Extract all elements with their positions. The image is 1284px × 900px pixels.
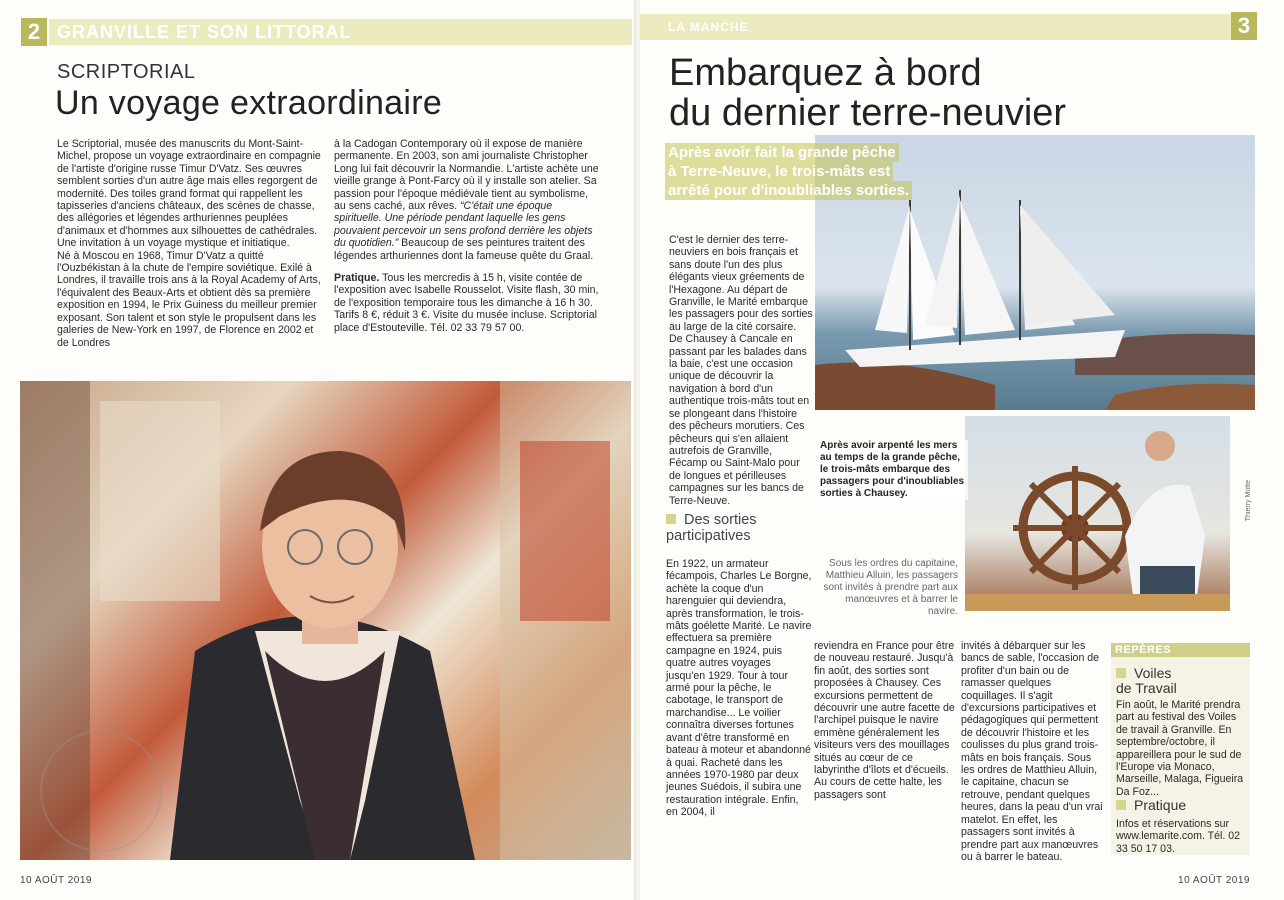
captain-illustration: [965, 416, 1230, 611]
deck-line-2: à Terre-Neuve, le trois-mâts est: [665, 162, 893, 181]
accent-square-icon: [1116, 800, 1126, 810]
right-intro-p1: C'est le dernier des terre-neuviers en bois français et sans doute l'un des plus élégants vieux gréements de l'Hexagone. Au départ de Granville, le Marité embarque les passagers pour des sorties au large de la cité corsaire.: [669, 234, 813, 333]
reperes-box: [1111, 643, 1250, 855]
deck-line-1: Après avoir fait la grande pêche: [665, 143, 899, 162]
left-page: [0, 0, 636, 900]
right-column-3: invités à débarquer sur les bancs de sable, l'occasion de profiter d'un bain ou de ramasser quelques coquillages. Il s'agit d'excursions participatives et pédagogiques qui permettent de découvrir l'histoire et les coulisses du plus grand trois-mâts en bois français. Sous les ordres de Matthieu Alluin, le capitaine, chacun se retrouve, pendant quelques heures, dans la peau d'un vrai matelot. En effet, les passagers sont invités à prendre part aux manœuvres ou à barrer le bateau.: [961, 640, 1103, 863]
captain-photo: [965, 416, 1230, 611]
right-title-line-1: Embarquez à bord: [669, 52, 982, 94]
reperes-title-2: [1116, 798, 1186, 813]
left-pratique-label: Pratique.: [334, 272, 380, 285]
right-intro-p2: De Chausey à Cancale en passant par les balades dans la baie, c'est une occasion unique de découvrir la navigation à bord d'un authentique trois-mâts tout en se plongeant dans l'histoire des pêcheurs morutiers. Ces pêcheurs qui s'en allaient autrefois de Granville, Fécamp ou Saint-Malo pour de longues et périlleuses campagnes sur les bancs de Terre-Neuve.: [669, 333, 810, 507]
reperes-title-1-line-2: de Travail: [1116, 680, 1177, 696]
left-title: Un voyage extraordinaire: [55, 84, 443, 122]
reperes-text-2: Infos et réservations sur www.lemarite.com. Tél. 02 33 50 17 03.: [1116, 818, 1241, 855]
reperes-text-1: Fin août, le Marité prendra part au festival des Voiles de travail à Granville. En septembre/octobre, il appareillera pour le sud de l'Europe via Monaco, Marseille, Malaga, Figueira Da Foz...: [1116, 699, 1244, 798]
left-band-title: GRANVILLE ET SON LITTORAL: [49, 19, 632, 45]
right-page: [640, 0, 1284, 900]
right-page-number: 3: [1231, 12, 1257, 40]
left-col2-p1-end: Beaucoup de ses peintures traitent des légendes arthuriennes dont la fameuse quête du Graal.: [334, 237, 594, 262]
left-footer-date: 10 AOÛT 2019: [20, 875, 92, 886]
right-title-line-2: du dernier terre-neuvier: [669, 92, 1067, 134]
subhead-line-1: Des sorties: [684, 512, 757, 528]
right-deck: [665, 143, 912, 200]
ship-photo-caption: Après avoir arpenté les mers au temps de la grande pêche, le trois-mâts embarque des passagers pour d'inoubliables sorties à Chausey.: [820, 440, 968, 500]
accent-square-icon: [1116, 668, 1126, 678]
reperes-header: REPÈRES: [1111, 643, 1250, 657]
deck-line-3: arrêté pour d'inoubliables sorties.: [665, 181, 912, 200]
right-column-1: En 1922, un armateur fécampois, Charles Le Borgne, achète la coque d'un harenguier qui deviendra, après transformation, le trois-mâts goélette Marité. Le navire effectuera sa première campagne en 1924, puis quatre autres voyages jusqu'en 1929. Tour à tour armé pour la pêche, le cabotage, le transport de marchandise... Le voilier connaîtra diverses fortunes avant d'être transformé en bateau à moteur et abandonné à quai. Racheté dans les années 1970-1980 par deux jeunes Suédois, il subira une restauration intégrale. Enfin, en 2004, il: [666, 558, 812, 819]
right-intro: [669, 234, 813, 507]
reperes-title-2-text: Pratique: [1134, 797, 1187, 813]
reperes-title-1-line-1: Voiles: [1134, 665, 1172, 681]
left-page-number: 2: [21, 18, 47, 46]
watermark-seal: [40, 730, 162, 852]
right-subhead: [666, 512, 757, 544]
right-column-2: reviendra en France pour être de nouveau restauré. Jusqu'à fin août, des sorties sont proposées à Chausey. Ces excursions permettent de découvrir une autre facette de l'archipel puisque le navire emmène généralement les visiteurs vers des mouillages situés au cœur de ce labyrinthe d'îlots et d'écueils. Au cours de cette halte, les passagers sont: [814, 640, 955, 801]
left-kicker: SCRIPTORIAL: [57, 61, 196, 83]
left-column-1: [57, 138, 325, 349]
photo-credit: Thierry Motte: [1245, 480, 1252, 522]
left-pratique-text: Tous les mercredis à 15 h, visite contée de l'exposition avec Isabelle Rousselot. Visite flash, 30 min, de l'exposition temporaire tous les dimanche à 16 h 30. Tarifs 8 €, réduit 3 €. Visite du musée incluse. Scriptorial place d'Estouteville. Tél. 02 33 79 57 00.: [334, 272, 599, 334]
subhead-line-2: participatives: [666, 528, 751, 544]
captain-photo-caption: Sous les ordres du capitaine, Matthieu Alluin, les passagers sont invités à prendre part aux manœuvres et à barrer le navire.: [823, 558, 958, 617]
left-col1-p1: Le Scriptorial, musée des manuscrits du Mont-Saint-Michel, propose un voyage extraordinaire en compagnie de l'artiste d'origine russe Timur D'Vatz. Ses œuvres semblent sorties d'un autre âge mais elles regorgent de modernité. Des toiles grand format qui rappellent les tapisseries d'anciens châteaux, des scènes de chasse, des allégories et légendes arthuriennes peuplées d'animaux et d'hommes aux silhouettes de cathédrales. Une invitation à un voyage mystique et initiatique.: [57, 138, 321, 250]
accent-square-icon: [666, 514, 676, 524]
left-col1-p2: Né à Moscou en 1968, Timur D'Vatz a quitté l'Ouzbékistan à la chute de l'empire soviétique. Exilé à Londres, il travaille trois ans à la Royal Academy of Arts, l'équivalent des Beaux-Arts et obtient dès sa première exposition en 1994, le Prix Guiness du meilleur premier exposant. Son talent et son style le propulsent dans les galeries de New-York en 1997, de Florence en 2002 et de Londres: [57, 249, 321, 349]
right-band-title: LA MANCHE: [640, 14, 1252, 40]
left-column-2: [334, 138, 602, 334]
left-col2-p1: à la Cadogan Contemporary où il expose de manière permanente. En 2003, son ami journaliste Christopher Long lui fait découvrir la Normandie. L'artiste achète une vieille grange à Pont-Farcy où il y installe son atelier. Sa passion pour l'époque médiévale tient au symbolisme, au sens caché, aux rêves.: [334, 138, 599, 213]
left-col2-quote: “C'était une époque spirituelle. Une période pendant laquelle les gens pouvaient percevoir un sens profond derrière les objets du quotidien.”: [334, 200, 593, 250]
reperes-title-1: [1116, 666, 1177, 696]
right-footer-date: 10 AOÛT 2019: [1178, 875, 1250, 886]
